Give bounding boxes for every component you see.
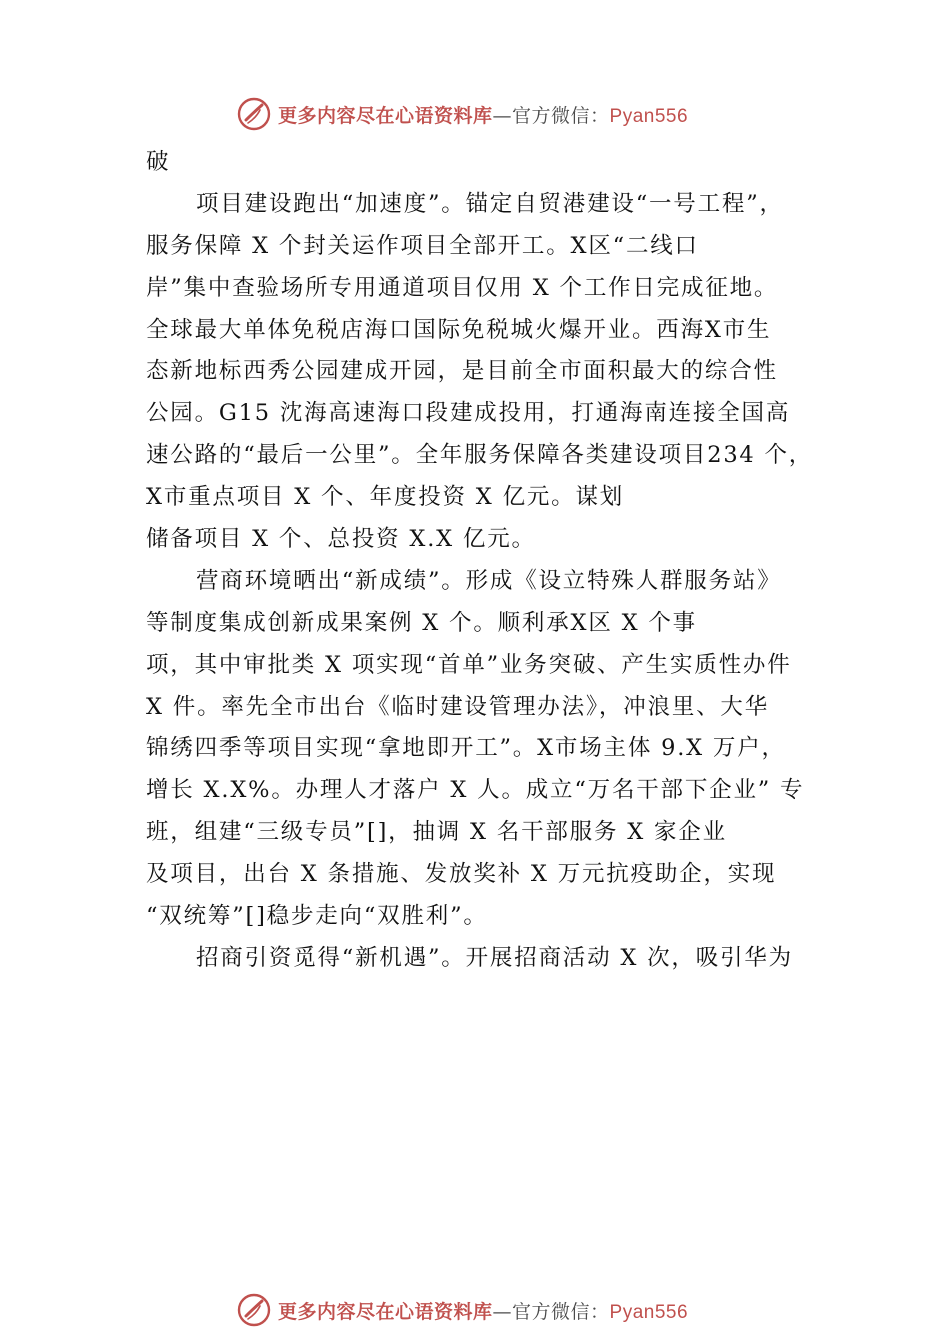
text-line: 破 (146, 149, 171, 175)
text-line: X 件。率先全市出台《临时建设管理办法》，冲浪里、大华 (146, 693, 770, 720)
text-line: 全球最大单体免税店海口国际免税城火爆开业。西海X市生 (146, 316, 772, 343)
watermark-text (278, 1297, 688, 1324)
document-body (146, 142, 836, 980)
text-line: 班，组建“三级专员”[]，抽调 X 名干部服务 X 家企业 (146, 819, 727, 846)
watermark-wechat-id: Pyan556 (609, 1301, 689, 1323)
text-line: X市重点项目 X 个、年度投资 X 亿元。谋划 (146, 484, 625, 511)
text-line: 招商引资觅得“新机遇”。开展招商活动 X 次，吸引华为 (196, 944, 793, 971)
watermark-wechat-label: —官方微信： (492, 1300, 610, 1323)
text-line: 等制度集成创新成果案例 X 个。顺利承X区 X 个事 (146, 609, 697, 636)
watermark-site-name: 更多内容尽在心语资料库 (278, 104, 493, 127)
text-line: 及项目，出台 X 条措施、发放奖补 X 万元抗疫助企，实现 (146, 861, 777, 888)
text-line: 项，其中审批类 X 项实现“首单”业务突破、产生实质性办件 (146, 651, 792, 678)
text-line: 储备项目 X 个、总投资 X.X 亿元。 (146, 526, 536, 553)
text-line: 增长 X.X%。办理人才落户 X 人。成立“万名干部下企业” 专 (146, 777, 805, 804)
text-line: 速公路的“最后一公里”。全年服务保障各类建设项目234 个， (146, 442, 814, 469)
footer-watermark (236, 1290, 736, 1330)
text-line: 服务保障 X 个封关运作项目全部开工。X区“二线口 (146, 232, 699, 259)
text-line: 公园。G15 沈海高速海口段建成投用，打通海南连接全国高 (146, 400, 791, 427)
watermark-wechat-label: —官方微信： (492, 104, 610, 127)
watermark-site-name: 更多内容尽在心语资料库 (278, 1300, 493, 1323)
text-line: “双统筹”[]稳步走向“双胜利”。 (146, 903, 488, 930)
brush-circle-logo-icon (236, 1292, 272, 1328)
brush-circle-logo-icon (236, 96, 272, 132)
text-line: 项目建设跑出“加速度”。锚定自贸港建设“一号工程”， (196, 190, 784, 217)
text-line: 营商环境晒出“新成绩”。形成《设立特殊人群服务站》 (196, 567, 782, 594)
text-line: 态新地标西秀公园建成开园，是目前全市面积最大的综合性 (146, 358, 778, 385)
text-line: 锦绣四季等项目实现“拿地即开工”。X市场主体 9.X 万户， (146, 735, 786, 762)
header-watermark (236, 94, 736, 134)
watermark-wechat-id: Pyan556 (609, 105, 689, 127)
watermark-text (278, 101, 688, 128)
text-line: 岸”集中查验场所专用通道项目仅用 X 个工作日完成征地。 (146, 274, 779, 301)
